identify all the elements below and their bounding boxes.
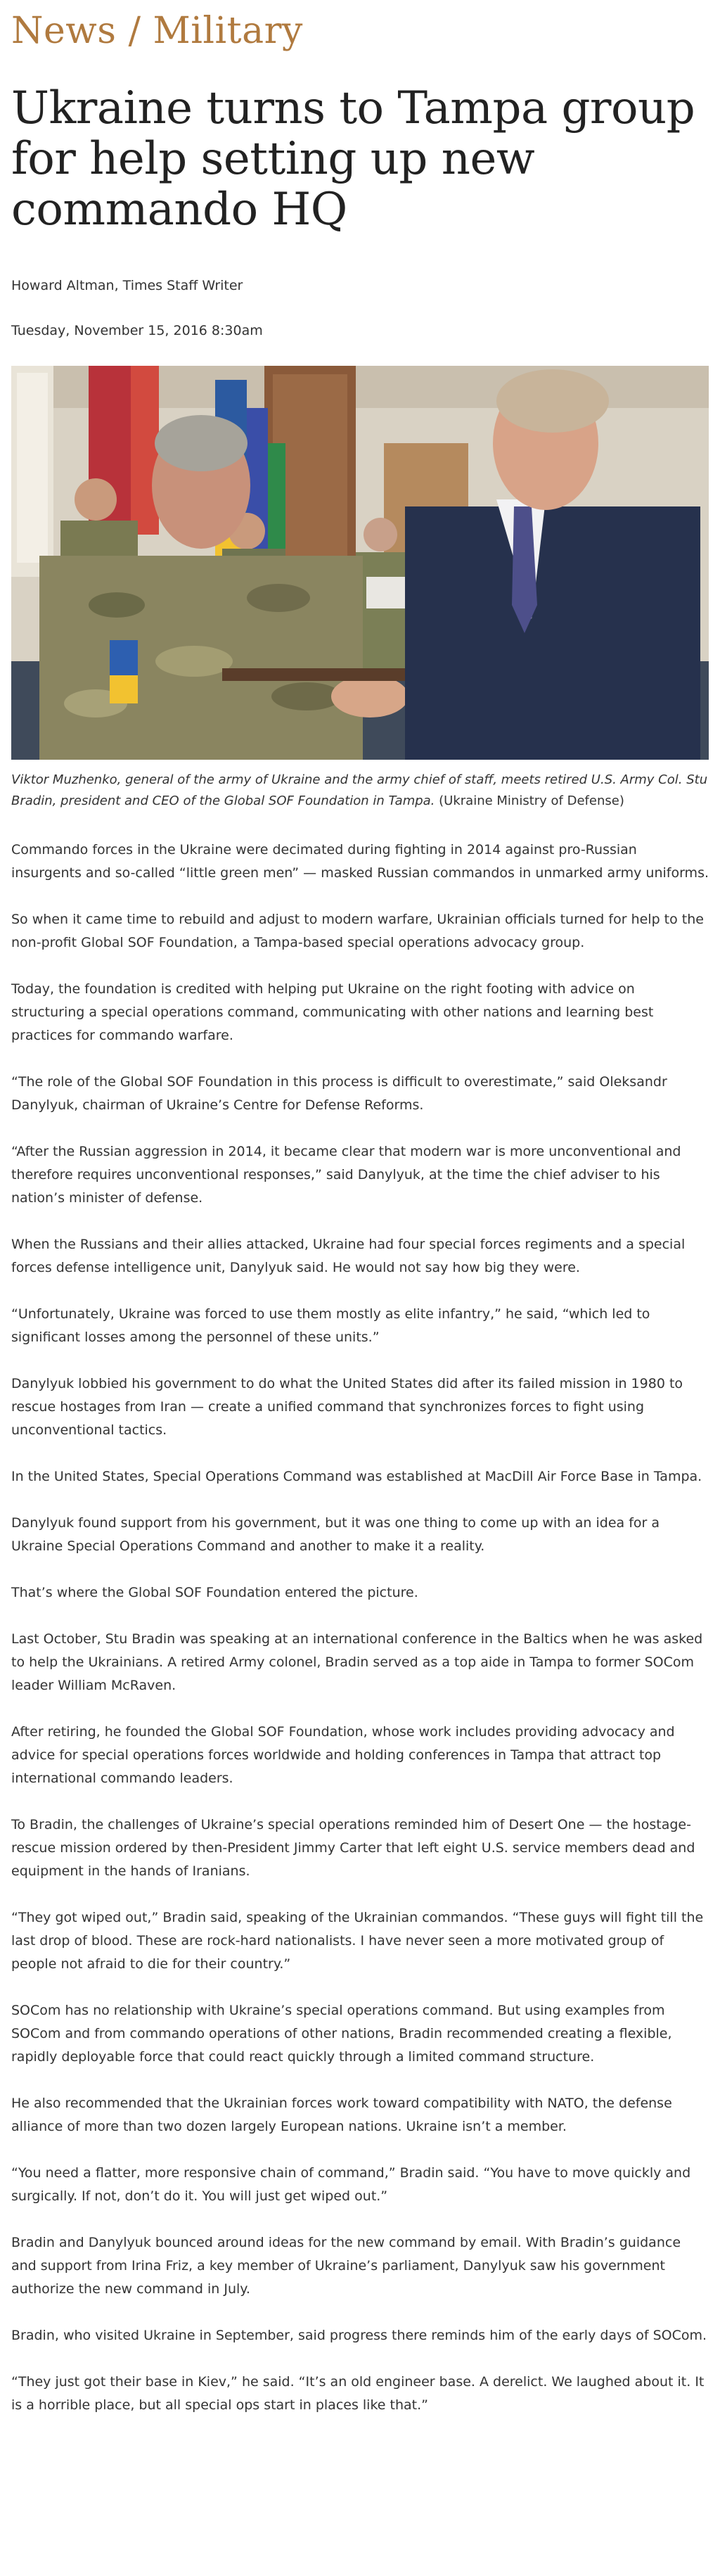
paragraph: “They just got their base in Kiev,” he said. “It’s an old engineer base. A derelict. We laughed about it. It is a horrible place, but all special ops start in places like that.” <box>11 2374 705 2413</box>
caption-credit: (Ukraine Ministry of Defense) <box>439 793 624 808</box>
paragraph: In the United States, Special Operations Command was established at MacDill Air Force Base in Tampa. <box>11 1469 702 1484</box>
paragraph: When the Russians and their allies attacked, Ukraine had four special forces regiments and a special forces defense intelligence unit, Danylyuk said. He would not say how big they were. <box>11 1237 686 1275</box>
article-photo <box>11 366 709 760</box>
paragraph: Bradin, who visited Ukraine in September, said progress there reminds him of the early days of SOCom. <box>11 2328 707 2343</box>
paragraph: To Bradin, the challenges of Ukraine’s special operations reminded him of Desert One — the hostage-rescue mission ordered by then-President Jimmy Carter that left eight U.S. service members dead and equipment in the hands of Iranians. <box>11 1817 695 1879</box>
headline: Ukraine turns to Tampa group for help setting up new commando HQ <box>11 82 695 236</box>
paragraph: SOCom has no relationship with Ukraine’s special operations command. But using examples from SOCom and from commando operations of other nations, Bradin recommended creating a flexible, rapidly deployable force that could react quickly through a limited command structure. <box>11 2003 672 2065</box>
paragraph: Bradin and Danylyuk bounced around ideas for the new command by email. With Bradin’s guidance and support from Irina Friz, a key member of Ukraine’s parliament, Danylyuk saw his government authorize the new command in July. <box>11 2235 681 2297</box>
paragraph: “You need a flatter, more responsive chain of command,” Bradin said. “You have to move quickly and surgically. If not, don’t do it. You will just get wiped out.” <box>11 2165 691 2204</box>
paragraph: Commando forces in the Ukraine were decimated during fighting in 2014 against pro-Russian insurgents and so-called “little green men” — masked Russian commandos in unmarked army uniforms. <box>11 842 709 881</box>
paragraph: He also recommended that the Ukrainian forces work toward compatibility with NATO, the defense alliance of more than two dozen largely European nations. Ukraine isn’t a member. <box>11 2096 672 2134</box>
byline: Howard Altman, Times Staff Writer <box>11 278 243 293</box>
paragraph: “The role of the Global SOF Foundation in this process is difficult to overestimate,” said Oleksandr Danylyuk, chairman of Ukraine’s Centre for Defense Reforms. <box>11 1074 667 1113</box>
paragraph: “They got wiped out,” Bradin said, speaking of the Ukrainian commandos. “These guys will fight till the last drop of blood. These are rock-hard nationalists. I have never seen a more motivated group of people not afraid to die for their country.” <box>11 1910 704 1972</box>
paragraph: “Unfortunately, Ukraine was forced to use them mostly as elite infantry,” he said, “which led to significant losses among the personnel of these units.” <box>11 1306 650 1345</box>
paragraph: Danylyuk found support from his government, but it was one thing to come up with an idea for a Ukraine Special Operations Command and another to make it a reality. <box>11 1515 660 1554</box>
caption-text: Viktor Muzhenko, general of the army of Ukraine and the army chief of staff, meets retired U.S. Army Col. Stu Bradin, president and CEO of the Global SOF Foundation in Tampa. <box>11 772 708 808</box>
article-page <box>0 10 720 2576</box>
paragraph: Danylyuk lobbied his government to do what the United States did after its failed mission in 1980 to rescue hostages from Iran — create a unified command that synchronizes forces to fight using unconventional tactics. <box>11 1376 683 1438</box>
paragraph: Today, the foundation is credited with helping put Ukraine on the right footing with advice on structuring a special operations command, communicating with other nations and learning best practices for commando warfare. <box>11 981 654 1043</box>
photo-caption <box>11 770 709 812</box>
section-label[interactable]: News / Military <box>11 10 303 52</box>
paragraph: After retiring, he founded the Global SOF Foundation, whose work includes providing advocacy and advice for special operations forces worldwide and holding conferences in Tampa that attract top international commando leaders. <box>11 1724 675 1786</box>
paragraph: That’s where the Global SOF Foundation entered the picture. <box>11 1585 418 1600</box>
paragraph: “After the Russian aggression in 2014, it became clear that modern war is more unconventional and therefore requires unconventional responses,” said Danylyuk, at the time the chief adviser to his nation’s minister of defense. <box>11 1144 681 1206</box>
dateline: Tuesday, November 15, 2016 8:30am <box>11 323 263 338</box>
paragraph: So when it came time to rebuild and adjust to modern warfare, Ukrainian officials turned for help to the non-profit Global SOF Foundation, a Tampa-based special operations advocacy group. <box>11 912 704 950</box>
paragraph: Last October, Stu Bradin was speaking at an international conference in the Baltics when he was asked to help the Ukrainians. A retired Army colonel, Bradin served as a top aide in Tampa to former SOCom leader William McRaven. <box>11 1631 703 1693</box>
article-body <box>11 839 709 2417</box>
